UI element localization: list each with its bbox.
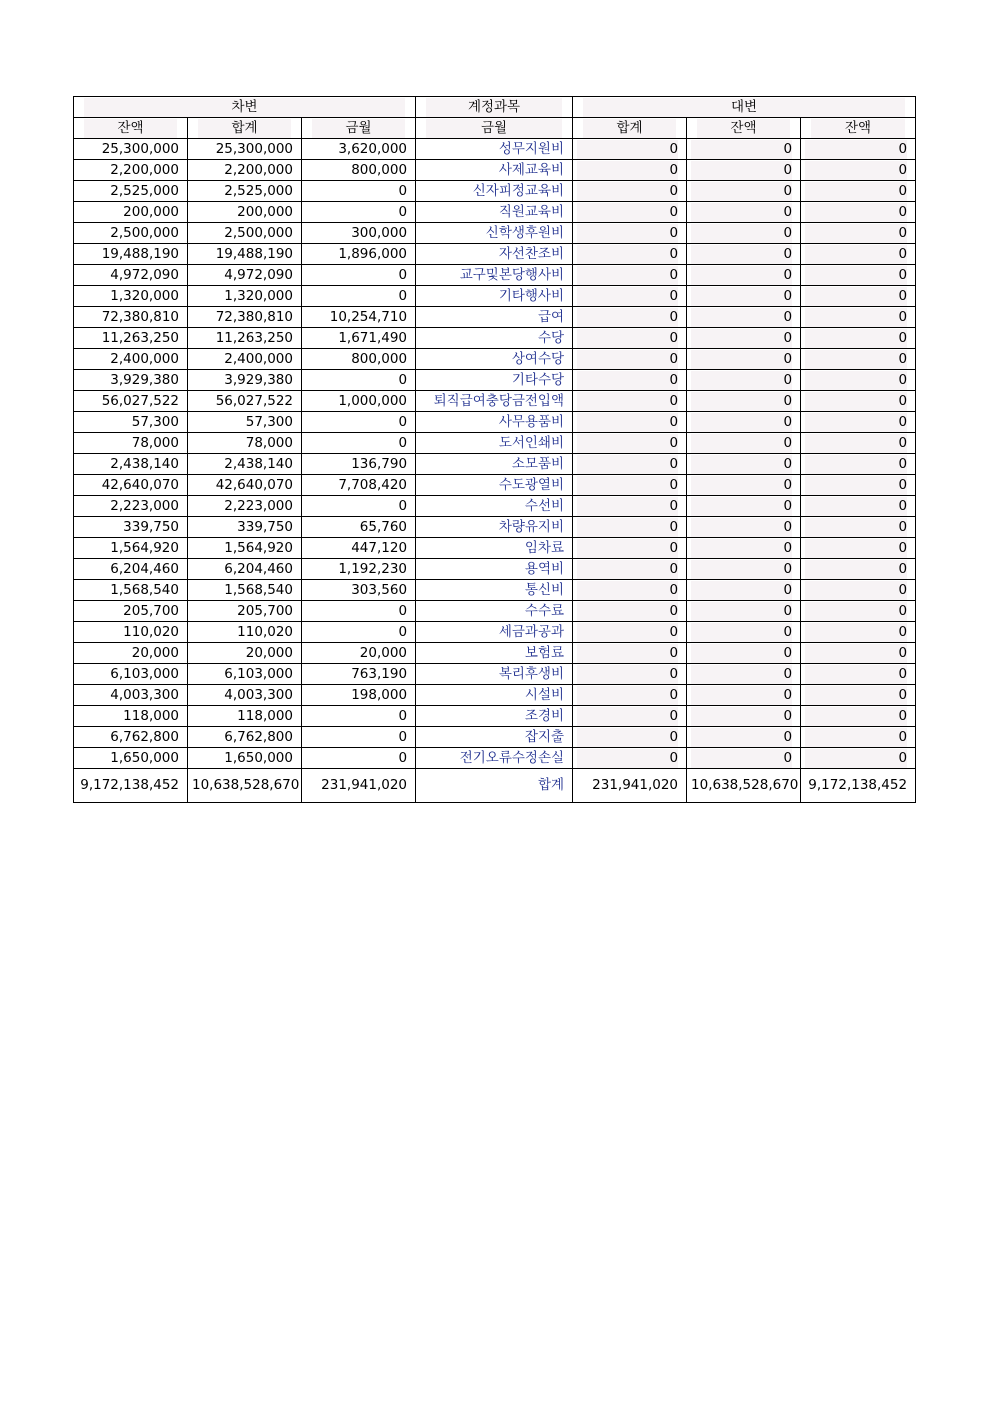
credit-balance2-cell: 0	[801, 601, 916, 622]
table-row	[74, 265, 916, 286]
credit-balance2-cell: 0	[801, 412, 916, 433]
account-name-cell: 신학생후원비	[416, 223, 573, 244]
debit-total-cell: 56,027,522	[188, 391, 302, 412]
credit-balance-cell: 0	[687, 391, 801, 412]
table-row	[74, 202, 916, 223]
credit-balance-cell: 0	[687, 370, 801, 391]
account-name-cell: 수선비	[416, 496, 573, 517]
debit-total-cell: 1,320,000	[188, 286, 302, 307]
debit-balance-cell: 4,003,300	[74, 685, 188, 706]
debit-balance-cell: 57,300	[74, 412, 188, 433]
account-name-cell: 신자피정교육비	[416, 181, 573, 202]
credit-balance-cell: 0	[687, 349, 801, 370]
group-header-row	[74, 97, 916, 118]
debit-total-cell: 1,564,920	[188, 538, 302, 559]
table-row	[74, 559, 916, 580]
debit-balance-cell: 6,204,460	[74, 559, 188, 580]
credit-balance-cell: 0	[687, 475, 801, 496]
credit-total-cell: 0	[573, 622, 687, 643]
credit-balance-cell: 0	[687, 706, 801, 727]
total-credit-total: 231,941,020	[573, 769, 687, 803]
credit-balance2-cell: 0	[801, 223, 916, 244]
credit-total-cell: 0	[573, 412, 687, 433]
credit-balance2-cell: 0	[801, 454, 916, 475]
credit-balance2-cell: 0	[801, 685, 916, 706]
debit-balance-cell: 6,103,000	[74, 664, 188, 685]
debit-month-cell: 447,120	[302, 538, 416, 559]
credit-balance-cell: 0	[687, 244, 801, 265]
credit-balance2-cell: 0	[801, 307, 916, 328]
debit-month-cell: 1,192,230	[302, 559, 416, 580]
account-name-cell: 복리후생비	[416, 664, 573, 685]
debit-total-cell: 20,000	[188, 643, 302, 664]
credit-balance-cell: 0	[687, 433, 801, 454]
debit-balance-cell: 1,320,000	[74, 286, 188, 307]
account-name-cell: 차량유지비	[416, 517, 573, 538]
account-name-cell: 도서인쇄비	[416, 433, 573, 454]
table-row	[74, 622, 916, 643]
debit-month-cell: 0	[302, 706, 416, 727]
credit-balance2-cell: 0	[801, 517, 916, 538]
account-name-cell: 사무용품비	[416, 412, 573, 433]
debit-balance-cell: 2,500,000	[74, 223, 188, 244]
credit-balance2-header: 잔액	[801, 118, 916, 139]
debit-total-cell: 6,762,800	[188, 727, 302, 748]
debit-group-header: 차변	[74, 97, 416, 118]
debit-month-cell: 0	[302, 727, 416, 748]
credit-total-cell: 0	[573, 328, 687, 349]
total-debit-balance: 9,172,138,452	[74, 769, 188, 803]
credit-balance2-cell: 0	[801, 160, 916, 181]
debit-month-cell: 20,000	[302, 643, 416, 664]
debit-balance-header: 잔액	[74, 118, 188, 139]
credit-total-cell: 0	[573, 391, 687, 412]
debit-month-cell: 0	[302, 370, 416, 391]
debit-month-cell: 800,000	[302, 349, 416, 370]
account-name-cell: 수당	[416, 328, 573, 349]
debit-total-cell: 42,640,070	[188, 475, 302, 496]
debit-balance-cell: 4,972,090	[74, 265, 188, 286]
credit-total-cell: 0	[573, 559, 687, 580]
debit-month-cell: 0	[302, 433, 416, 454]
credit-balance2-cell: 0	[801, 559, 916, 580]
table-row	[74, 643, 916, 664]
debit-balance-cell: 42,640,070	[74, 475, 188, 496]
debit-month-cell: 300,000	[302, 223, 416, 244]
debit-month-cell: 7,708,420	[302, 475, 416, 496]
debit-balance-cell: 110,020	[74, 622, 188, 643]
account-name-cell: 시설비	[416, 685, 573, 706]
debit-month-cell: 1,000,000	[302, 391, 416, 412]
credit-balance2-cell: 0	[801, 349, 916, 370]
debit-month-cell: 0	[302, 412, 416, 433]
table-row	[74, 664, 916, 685]
debit-balance-cell: 19,488,190	[74, 244, 188, 265]
account-name-cell: 기타수당	[416, 370, 573, 391]
debit-balance-cell: 6,762,800	[74, 727, 188, 748]
account-group-header: 계정과목	[416, 97, 573, 118]
credit-balance-cell: 0	[687, 454, 801, 475]
account-name-cell: 보험료	[416, 643, 573, 664]
credit-balance-cell: 0	[687, 307, 801, 328]
debit-total-cell: 1,568,540	[188, 580, 302, 601]
debit-month-cell: 0	[302, 601, 416, 622]
table-row	[74, 160, 916, 181]
account-name-cell: 용역비	[416, 559, 573, 580]
credit-balance-cell: 0	[687, 160, 801, 181]
credit-balance-cell: 0	[687, 286, 801, 307]
debit-month-cell: 0	[302, 622, 416, 643]
credit-balance2-cell: 0	[801, 664, 916, 685]
debit-balance-cell: 2,223,000	[74, 496, 188, 517]
account-name-cell: 임차료	[416, 538, 573, 559]
credit-balance2-cell: 0	[801, 202, 916, 223]
debit-month-cell: 303,560	[302, 580, 416, 601]
debit-total-cell: 11,263,250	[188, 328, 302, 349]
debit-month-cell: 0	[302, 181, 416, 202]
credit-total-cell: 0	[573, 139, 687, 160]
credit-balance-cell: 0	[687, 496, 801, 517]
account-name-cell: 수수료	[416, 601, 573, 622]
total-debit-total: 10,638,528,670	[188, 769, 302, 803]
credit-total-cell: 0	[573, 370, 687, 391]
debit-total-cell: 25,300,000	[188, 139, 302, 160]
table-row	[74, 433, 916, 454]
account-name-cell: 자선찬조비	[416, 244, 573, 265]
debit-total-cell: 2,500,000	[188, 223, 302, 244]
credit-balance2-cell: 0	[801, 328, 916, 349]
debit-total-cell: 2,400,000	[188, 349, 302, 370]
table-row	[74, 580, 916, 601]
debit-month-cell: 65,760	[302, 517, 416, 538]
debit-balance-cell: 205,700	[74, 601, 188, 622]
credit-balance2-cell: 0	[801, 391, 916, 412]
credit-balance-cell: 0	[687, 580, 801, 601]
table-row	[74, 496, 916, 517]
debit-total-cell: 6,103,000	[188, 664, 302, 685]
total-credit-balance2: 9,172,138,452	[801, 769, 916, 803]
account-name-cell: 기타행사비	[416, 286, 573, 307]
credit-total-cell: 0	[573, 748, 687, 769]
table-row	[74, 475, 916, 496]
credit-balance2-cell: 0	[801, 181, 916, 202]
debit-balance-cell: 1,564,920	[74, 538, 188, 559]
account-name-cell: 통신비	[416, 580, 573, 601]
debit-total-cell: 1,650,000	[188, 748, 302, 769]
credit-total-cell: 0	[573, 643, 687, 664]
credit-balance-cell: 0	[687, 328, 801, 349]
debit-balance-cell: 2,400,000	[74, 349, 188, 370]
debit-month-header: 금월	[302, 118, 416, 139]
debit-balance-cell: 2,438,140	[74, 454, 188, 475]
debit-balance-cell: 78,000	[74, 433, 188, 454]
account-name-cell: 교구및본당행사비	[416, 265, 573, 286]
credit-balance2-cell: 0	[801, 748, 916, 769]
debit-balance-cell: 1,568,540	[74, 580, 188, 601]
credit-balance-cell: 0	[687, 643, 801, 664]
credit-total-cell: 0	[573, 601, 687, 622]
debit-total-cell: 78,000	[188, 433, 302, 454]
debit-total-header: 합계	[188, 118, 302, 139]
table-row	[74, 328, 916, 349]
credit-balance-cell: 0	[687, 412, 801, 433]
debit-balance-cell: 56,027,522	[74, 391, 188, 412]
table-row	[74, 223, 916, 244]
total-credit-balance: 10,638,528,670	[687, 769, 801, 803]
credit-balance2-cell: 0	[801, 538, 916, 559]
credit-total-cell: 0	[573, 181, 687, 202]
debit-total-cell: 4,003,300	[188, 685, 302, 706]
credit-balance-header: 잔액	[687, 118, 801, 139]
debit-total-cell: 19,488,190	[188, 244, 302, 265]
credit-balance2-cell: 0	[801, 580, 916, 601]
table-row	[74, 307, 916, 328]
total-row	[74, 769, 916, 803]
debit-month-cell: 1,671,490	[302, 328, 416, 349]
credit-balance-cell: 0	[687, 664, 801, 685]
debit-balance-cell: 72,380,810	[74, 307, 188, 328]
credit-balance2-cell: 0	[801, 727, 916, 748]
debit-month-cell: 0	[302, 496, 416, 517]
table-row	[74, 685, 916, 706]
credit-balance-cell: 0	[687, 202, 801, 223]
credit-total-cell: 0	[573, 433, 687, 454]
debit-month-cell: 800,000	[302, 160, 416, 181]
debit-total-cell: 118,000	[188, 706, 302, 727]
total-account-label: 합계	[416, 769, 573, 803]
debit-total-cell: 200,000	[188, 202, 302, 223]
credit-balance2-cell: 0	[801, 244, 916, 265]
debit-balance-cell: 20,000	[74, 643, 188, 664]
debit-total-cell: 72,380,810	[188, 307, 302, 328]
account-name-cell: 성무지원비	[416, 139, 573, 160]
account-name-cell: 잡지출	[416, 727, 573, 748]
credit-total-cell: 0	[573, 727, 687, 748]
credit-total-cell: 0	[573, 685, 687, 706]
credit-total-cell: 0	[573, 706, 687, 727]
credit-balance-cell: 0	[687, 601, 801, 622]
credit-balance-cell: 0	[687, 265, 801, 286]
debit-balance-cell: 118,000	[74, 706, 188, 727]
credit-total-cell: 0	[573, 580, 687, 601]
debit-month-cell: 0	[302, 265, 416, 286]
account-name-cell: 조경비	[416, 706, 573, 727]
account-name-cell: 사제교육비	[416, 160, 573, 181]
debit-total-cell: 6,204,460	[188, 559, 302, 580]
account-name-cell: 직원교육비	[416, 202, 573, 223]
debit-balance-cell: 2,200,000	[74, 160, 188, 181]
credit-total-header: 합계	[573, 118, 687, 139]
table-row	[74, 349, 916, 370]
debit-month-cell: 3,620,000	[302, 139, 416, 160]
account-name-cell: 수도광열비	[416, 475, 573, 496]
debit-total-cell: 205,700	[188, 601, 302, 622]
credit-balance-cell: 0	[687, 559, 801, 580]
credit-balance2-cell: 0	[801, 370, 916, 391]
total-debit-month: 231,941,020	[302, 769, 416, 803]
table-row	[74, 727, 916, 748]
credit-balance2-cell: 0	[801, 433, 916, 454]
credit-total-cell: 0	[573, 496, 687, 517]
debit-total-cell: 110,020	[188, 622, 302, 643]
credit-total-cell: 0	[573, 244, 687, 265]
ledger-body	[74, 139, 916, 769]
credit-total-cell: 0	[573, 202, 687, 223]
credit-balance-cell: 0	[687, 727, 801, 748]
credit-total-cell: 0	[573, 286, 687, 307]
credit-group-header: 대변	[573, 97, 916, 118]
credit-total-cell: 0	[573, 664, 687, 685]
table-row	[74, 139, 916, 160]
debit-month-cell: 1,896,000	[302, 244, 416, 265]
credit-balance2-cell: 0	[801, 643, 916, 664]
debit-total-cell: 4,972,090	[188, 265, 302, 286]
credit-total-cell: 0	[573, 160, 687, 181]
credit-balance2-cell: 0	[801, 706, 916, 727]
debit-total-cell: 3,929,380	[188, 370, 302, 391]
account-name-cell: 급여	[416, 307, 573, 328]
credit-balance-cell: 0	[687, 622, 801, 643]
debit-month-cell: 763,190	[302, 664, 416, 685]
debit-month-cell: 198,000	[302, 685, 416, 706]
credit-balance2-cell: 0	[801, 139, 916, 160]
credit-balance2-cell: 0	[801, 265, 916, 286]
debit-total-cell: 57,300	[188, 412, 302, 433]
credit-total-cell: 0	[573, 517, 687, 538]
debit-balance-cell: 200,000	[74, 202, 188, 223]
credit-balance-cell: 0	[687, 181, 801, 202]
credit-total-cell: 0	[573, 475, 687, 496]
table-row	[74, 244, 916, 265]
debit-balance-cell: 3,929,380	[74, 370, 188, 391]
account-name-cell: 퇴직급여충당금전입액	[416, 391, 573, 412]
table-row	[74, 538, 916, 559]
table-row	[74, 706, 916, 727]
debit-total-cell: 2,525,000	[188, 181, 302, 202]
credit-total-cell: 0	[573, 349, 687, 370]
table-row	[74, 601, 916, 622]
credit-total-cell: 0	[573, 538, 687, 559]
credit-total-cell: 0	[573, 265, 687, 286]
account-name-cell: 소모품비	[416, 454, 573, 475]
table-row	[74, 517, 916, 538]
account-name-cell: 세금과공과	[416, 622, 573, 643]
table-row	[74, 370, 916, 391]
table-row	[74, 286, 916, 307]
credit-balance2-cell: 0	[801, 496, 916, 517]
account-name-cell: 전기오류수정손실	[416, 748, 573, 769]
table-row	[74, 181, 916, 202]
table-row	[74, 412, 916, 433]
debit-month-cell: 10,254,710	[302, 307, 416, 328]
credit-balance-cell: 0	[687, 223, 801, 244]
credit-balance-cell: 0	[687, 538, 801, 559]
debit-total-cell: 2,223,000	[188, 496, 302, 517]
table-row	[74, 748, 916, 769]
credit-balance-cell: 0	[687, 517, 801, 538]
debit-balance-cell: 11,263,250	[74, 328, 188, 349]
trial-balance-table	[73, 96, 916, 803]
table-row	[74, 454, 916, 475]
account-month-header: 금월	[416, 118, 573, 139]
debit-month-cell: 0	[302, 286, 416, 307]
table-row	[74, 391, 916, 412]
credit-balance2-cell: 0	[801, 475, 916, 496]
credit-balance-cell: 0	[687, 685, 801, 706]
credit-balance2-cell: 0	[801, 286, 916, 307]
debit-total-cell: 339,750	[188, 517, 302, 538]
debit-balance-cell: 1,650,000	[74, 748, 188, 769]
debit-balance-cell: 339,750	[74, 517, 188, 538]
debit-month-cell: 0	[302, 202, 416, 223]
credit-total-cell: 0	[573, 307, 687, 328]
credit-total-cell: 0	[573, 223, 687, 244]
account-name-cell: 상여수당	[416, 349, 573, 370]
debit-balance-cell: 2,525,000	[74, 181, 188, 202]
credit-total-cell: 0	[573, 454, 687, 475]
debit-balance-cell: 25,300,000	[74, 139, 188, 160]
debit-total-cell: 2,200,000	[188, 160, 302, 181]
credit-balance2-cell: 0	[801, 622, 916, 643]
debit-total-cell: 2,438,140	[188, 454, 302, 475]
debit-month-cell: 136,790	[302, 454, 416, 475]
column-header-row	[74, 118, 916, 139]
debit-month-cell: 0	[302, 748, 416, 769]
credit-balance-cell: 0	[687, 748, 801, 769]
credit-balance-cell: 0	[687, 139, 801, 160]
